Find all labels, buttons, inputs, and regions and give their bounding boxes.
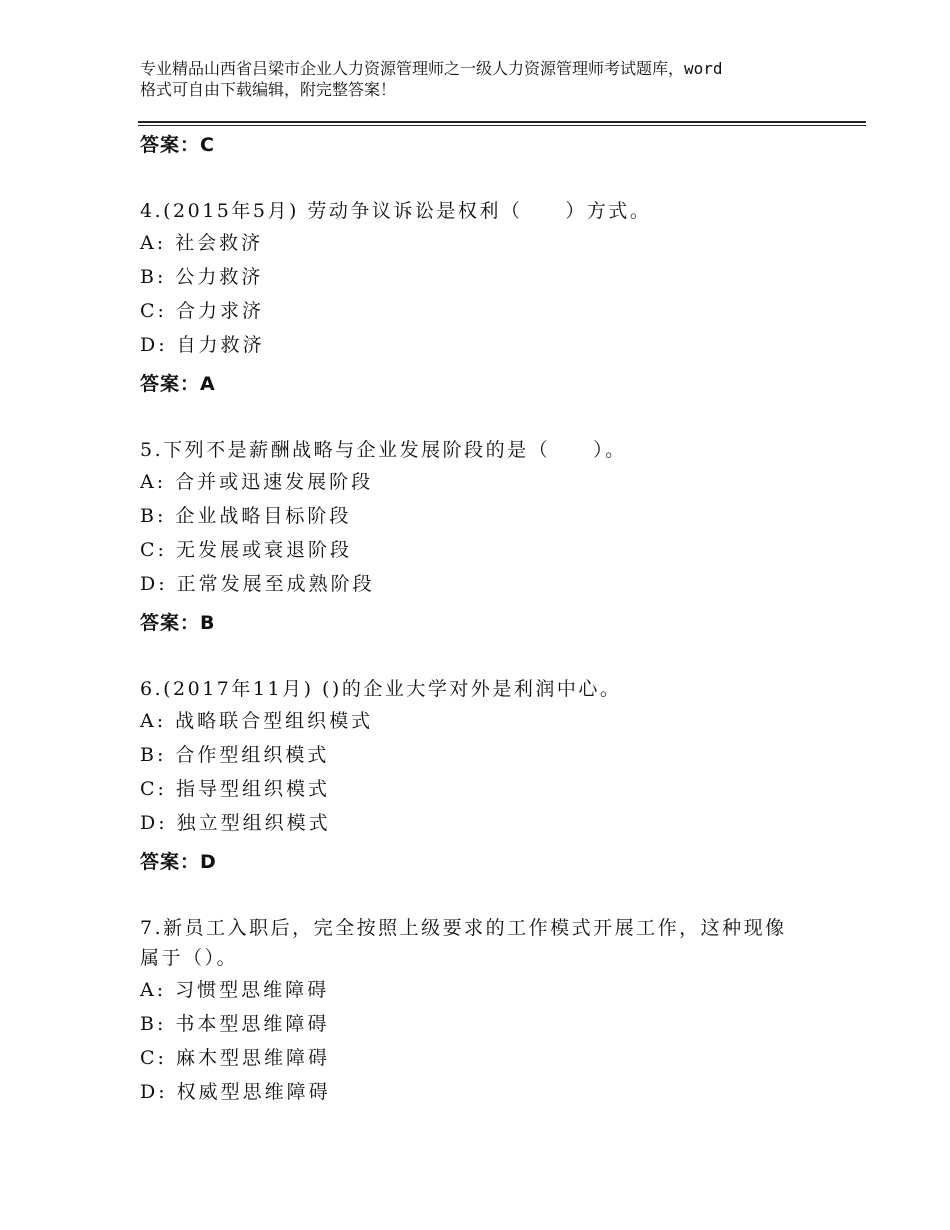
option-a: A: 社会救济 [140,232,264,254]
option-c: C: 合力求济 [140,300,264,322]
option-d: D: 独立型组织模式 [140,812,331,834]
option-a: A: 习惯型思维障碍 [140,979,330,1001]
answer-4: 答案：A [140,373,216,395]
header-line-1: 专业精品山西省吕梁市企业人力资源管理师之一级人力资源管理师考试题库，word [140,59,723,78]
answer-6: 答案：D [140,851,217,873]
option-d: D: 正常发展至成熟阶段 [140,573,375,595]
option-c: C: 无发展或衰退阶段 [140,539,352,561]
option-d: D: 自力救济 [140,334,265,356]
question-stem: 6.(2017年11月) ()的企业大学对外是利润中心。 [140,678,622,700]
option-a: A: 战略联合型组织模式 [140,710,374,732]
option-c: C: 指导型组织模式 [140,778,330,800]
option-b: B: 合作型组织模式 [140,744,330,766]
option-c: C: 麻木型思维障碍 [140,1047,330,1069]
question-stem-line-1: 7.新员工入职后，完全按照上级要求的工作模式开展工作，这种现像 [140,917,787,939]
question-7 [140,913,830,1109]
option-a: A: 合并或迅速发展阶段 [140,471,374,493]
question-4 [140,196,830,362]
question-stem: 4.(2015年5月) 劳动争议诉讼是权利（ ）方式。 [140,200,652,222]
option-b: B: 企业战略目标阶段 [140,505,352,527]
option-b: B: 书本型思维障碍 [140,1013,330,1035]
header-rule-thick [138,121,866,123]
question-stem-line-2: 属于（）。 [140,947,239,969]
question-6 [140,674,830,840]
question-5 [140,435,830,601]
header-line-2: 格式可自由下载编辑，附完整答案！ [140,80,397,99]
header-rule-thin [138,125,866,126]
document-header [140,58,830,100]
question-stem: 5.下列不是薪酬战略与企业发展阶段的是（ ）。 [140,439,627,461]
answer-5: 答案：B [140,612,216,634]
option-d: D: 权威型思维障碍 [140,1081,331,1103]
option-b: B: 公力救济 [140,266,264,288]
answer-3: 答案：C [140,134,215,156]
